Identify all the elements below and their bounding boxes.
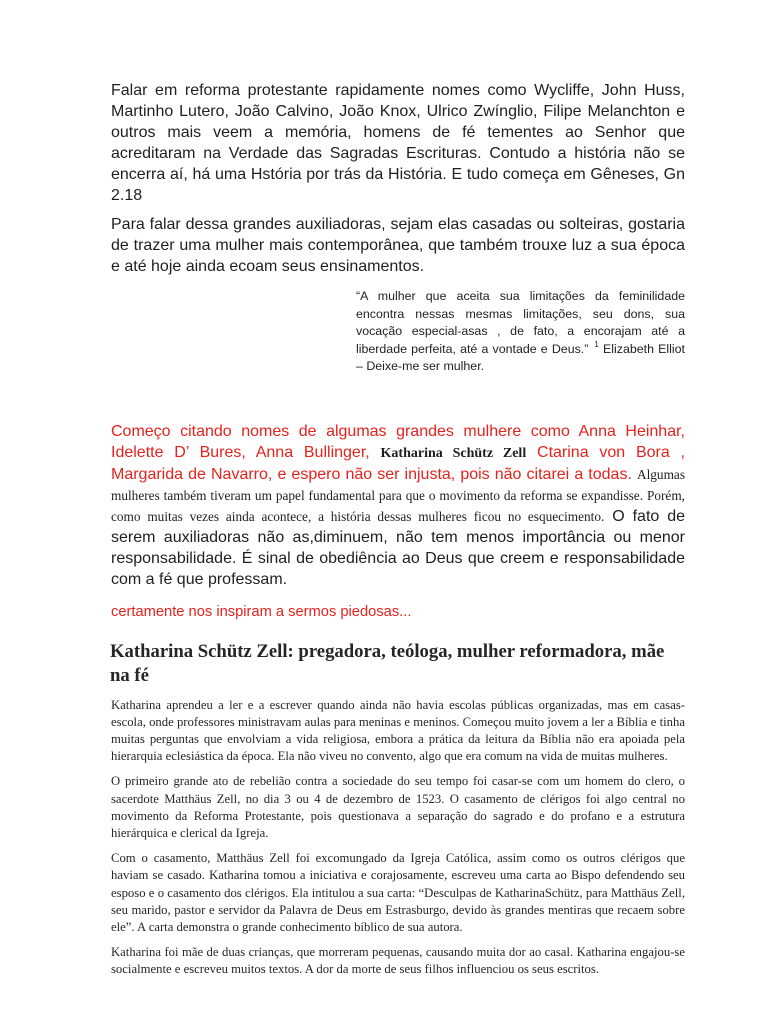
women-names-end: Ctarina von Bora , Margarida de Navarro, e espero não ser injusta, pois não citarei a todas. [111, 443, 686, 483]
bio-paragraph: O primeiro grande ato de rebelião contra a sociedade do seu tempo foi casar-se com um homem do clero, o sacerdote Matthäus Zell, no dia 3 ou 4 de dezembro de 1523. O casamento de clérigos foi algo central no movimento da Reforma Protestante, pois questionava a separação do sagrado e do profano e a estrutura hierárquica e clerical da Igreja. [111, 774, 685, 840]
reform-role-text: Algumas mulheres também tiveram um papel fundamental para que o movimento da reforma se expandisse. Porém, como muitas vezes ainda acontece, a história dessas mulheres ficou no esquecimento. [111, 466, 685, 524]
footnote-marker: 1 [594, 340, 599, 350]
bio-paragraph: Katharina aprendeu a ler e a escrever quando ainda não havia escolas públicas organizadas, mas em casas-escola, onde professores ministravam aulas para meninas e meninos. Começou muito jovem a ler a Bíblia e tinha muitas perguntas que envolviam a vida religiosa, embora a prática da leitura da Bíblia não era apoiada pela hierarquia eclesiástica da época. Ela não viveu no convento, algo que era comum na vida de muitas mulheres. [111, 697, 685, 764]
section-heading: Katharina Schütz Zell: pregadora, teóloga, mulher reformadora, mãe na fé [110, 640, 665, 686]
helpers-text: O fato de serem auxiliadoras não as,diminuem, não tem menos importância ou menor responsabilidade. É sinal de obediência ao Deus que creem e responsabilidade com a fé que professam. [111, 507, 685, 588]
inspire-line: certamente nos inspiram a sermos piedosas... [111, 603, 412, 620]
bio-paragraph: Katharina foi mãe de duas crianças, que morreram pequenas, causando muita dor ao casal. Katharina engajou-se socialmente e escreveu muitos textos. A dor da morte de seus filhos influenciou os seus escritos. [111, 945, 685, 977]
bio-paragraph: Com o casamento, Matthäus Zell foi excomungado da Igreja Católica, assim como os outros clérigos que haviam se casado. Katharina tomou a iniciativa e corajosamente, escreveu uma carta ao Bispo defendendo seu esposo e o casamento dos clérigos. Ela intitulou a sua carta: “Desculpas de KatharinaSchütz, para Matthäus Zell, seu marido, pastor e servidor da Palavra de Deus em Estrasburgo, devido às grandes mentiras que recaem sobre ele”. A carta demonstra o grande conhecimento bíblico de sua autora. [111, 851, 685, 934]
quote-attribution: Elizabeth Elliot – Deixe-me ser mulher. [356, 341, 685, 373]
highlight-name: Katharina Schütz Zell [380, 445, 527, 461]
intro-paragraph: Falar em reforma protestante rapidamente nomes como Wycliffe, John Huss, Martinho Lutero, João Calvino, João Knox, Ulrico Zwínglio, Filipe Melanchton e outros mais veem a memória, homens de fé tementes ao Senhor que acreditaram na Verdade das Sagradas Escrituras. Contudo a história não se encerra aí, há uma Hstória por trás da História. E tudo começa em Gêneses, Gn 2.18 [111, 82, 685, 204]
women-paragraph [111, 421, 685, 590]
second-paragraph: Para falar dessa grandes auxiliadoras, sejam elas casadas ou solteiras, gostaria de trazer uma mulher mais contemporânea, que também trouxe luz a sua época e até hoje ainda ecoam seus ensinamentos. [111, 216, 685, 275]
women-names-start: Começo citando nomes de algumas grandes mulhere como Anna Heinhar, Idelette D’ Bures, Anna Bullinger, [111, 422, 685, 461]
epigraph-quote [356, 288, 685, 376]
document-page [111, 80, 685, 979]
quote-text: “A mulher que aceita sua limitações da feminilidade encontra nessas mesmas limitações, seu dons, sua vocação especial-asas , de fato, a encorajam até a liberdade perfeita, até a vontade e Deus.” [356, 289, 685, 356]
